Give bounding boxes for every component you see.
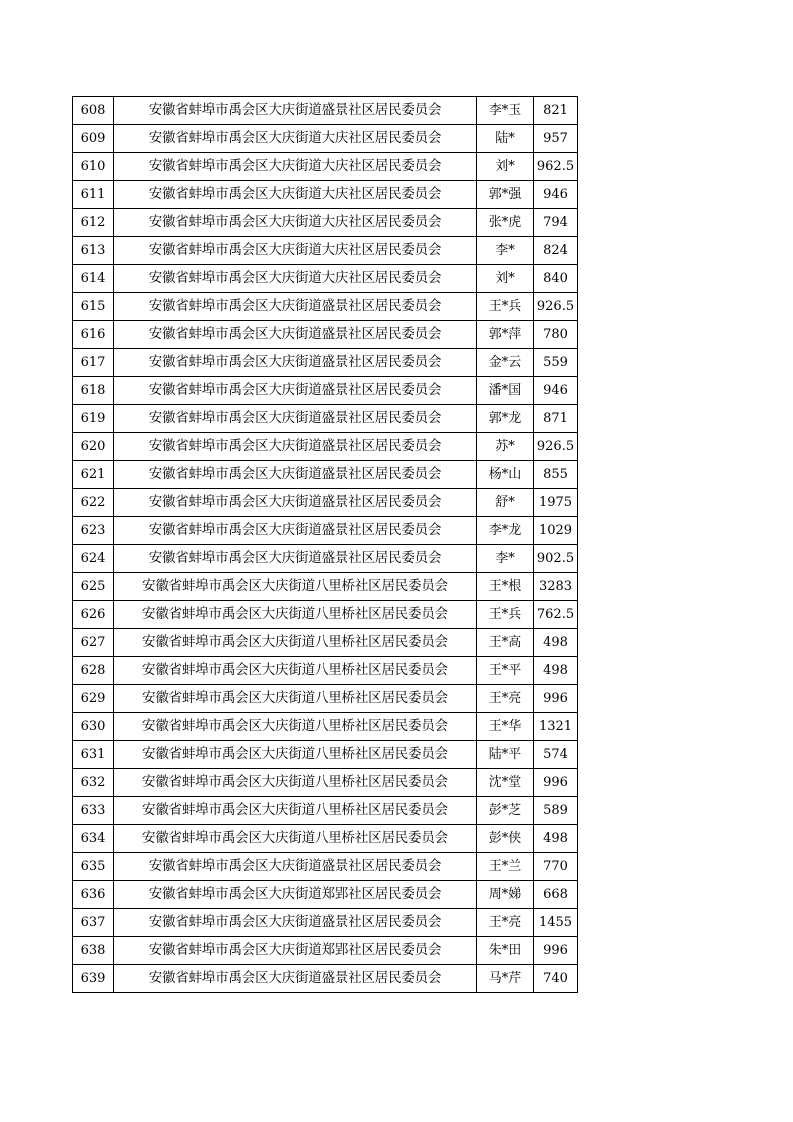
table-row: [73, 713, 578, 741]
amount-cell: 3283: [534, 573, 578, 601]
row-number-cell: 632: [73, 769, 114, 797]
row-number-cell: 634: [73, 825, 114, 853]
organization-cell: 安徽省蚌埠市禹会区大庆街道大庆社区居民委员会: [114, 209, 477, 237]
table-row: [73, 265, 578, 293]
amount-cell: 794: [534, 209, 578, 237]
amount-cell: 740: [534, 965, 578, 993]
organization-cell: 安徽省蚌埠市禹会区大庆街道盛景社区居民委员会: [114, 349, 477, 377]
organization-cell: 安徽省蚌埠市禹会区大庆街道大庆社区居民委员会: [114, 265, 477, 293]
table-row: [73, 741, 578, 769]
table-row: [73, 349, 578, 377]
table-row: [73, 237, 578, 265]
amount-cell: 957: [534, 125, 578, 153]
amount-cell: 996: [534, 937, 578, 965]
name-cell: 李*玉: [477, 97, 534, 125]
name-cell: 苏*: [477, 433, 534, 461]
organization-cell: 安徽省蚌埠市禹会区大庆街道八里桥社区居民委员会: [114, 629, 477, 657]
amount-cell: 855: [534, 461, 578, 489]
table-row: [73, 629, 578, 657]
amount-cell: 996: [534, 685, 578, 713]
amount-cell: 1029: [534, 517, 578, 545]
name-cell: 郭*萍: [477, 321, 534, 349]
amount-cell: 962.5: [534, 153, 578, 181]
amount-cell: 1321: [534, 713, 578, 741]
table-row: [73, 825, 578, 853]
amount-cell: 1455: [534, 909, 578, 937]
row-number-cell: 617: [73, 349, 114, 377]
amount-cell: 946: [534, 181, 578, 209]
organization-cell: 安徽省蚌埠市禹会区大庆街道八里桥社区居民委员会: [114, 573, 477, 601]
row-number-cell: 612: [73, 209, 114, 237]
organization-cell: 安徽省蚌埠市禹会区大庆街道盛景社区居民委员会: [114, 377, 477, 405]
name-cell: 郭*强: [477, 181, 534, 209]
amount-cell: 871: [534, 405, 578, 433]
row-number-cell: 639: [73, 965, 114, 993]
organization-cell: 安徽省蚌埠市禹会区大庆街道盛景社区居民委员会: [114, 293, 477, 321]
name-cell: 王*平: [477, 657, 534, 685]
amount-cell: 762.5: [534, 601, 578, 629]
organization-cell: 安徽省蚌埠市禹会区大庆街道八里桥社区居民委员会: [114, 685, 477, 713]
name-cell: 王*兰: [477, 853, 534, 881]
table-row: [73, 685, 578, 713]
row-number-cell: 636: [73, 881, 114, 909]
organization-cell: 安徽省蚌埠市禹会区大庆街道大庆社区居民委员会: [114, 237, 477, 265]
row-number-cell: 623: [73, 517, 114, 545]
row-number-cell: 611: [73, 181, 114, 209]
organization-cell: 安徽省蚌埠市禹会区大庆街道盛景社区居民委员会: [114, 461, 477, 489]
name-cell: 马*芹: [477, 965, 534, 993]
row-number-cell: 620: [73, 433, 114, 461]
amount-cell: 668: [534, 881, 578, 909]
table-row: [73, 965, 578, 993]
organization-cell: 安徽省蚌埠市禹会区大庆街道盛景社区居民委员会: [114, 965, 477, 993]
row-number-cell: 613: [73, 237, 114, 265]
table-row: [73, 937, 578, 965]
organization-cell: 安徽省蚌埠市禹会区大庆街道盛景社区居民委员会: [114, 489, 477, 517]
organization-cell: 安徽省蚌埠市禹会区大庆街道八里桥社区居民委员会: [114, 657, 477, 685]
table-row: [73, 153, 578, 181]
name-cell: 彭*芝: [477, 797, 534, 825]
table-row: [73, 461, 578, 489]
table-row: [73, 181, 578, 209]
table-row: [73, 517, 578, 545]
amount-cell: 574: [534, 741, 578, 769]
row-number-cell: 627: [73, 629, 114, 657]
records-table: [72, 96, 578, 993]
name-cell: 王*兵: [477, 293, 534, 321]
organization-cell: 安徽省蚌埠市禹会区大庆街道八里桥社区居民委员会: [114, 741, 477, 769]
organization-cell: 安徽省蚌埠市禹会区大庆街道盛景社区居民委员会: [114, 321, 477, 349]
organization-cell: 安徽省蚌埠市禹会区大庆街道盛景社区居民委员会: [114, 97, 477, 125]
row-number-cell: 629: [73, 685, 114, 713]
amount-cell: 926.5: [534, 293, 578, 321]
amount-cell: 559: [534, 349, 578, 377]
row-number-cell: 625: [73, 573, 114, 601]
row-number-cell: 637: [73, 909, 114, 937]
table-row: [73, 293, 578, 321]
organization-cell: 安徽省蚌埠市禹会区大庆街道盛景社区居民委员会: [114, 853, 477, 881]
organization-cell: 安徽省蚌埠市禹会区大庆街道八里桥社区居民委员会: [114, 797, 477, 825]
table-row: [73, 769, 578, 797]
row-number-cell: 633: [73, 797, 114, 825]
name-cell: 李*: [477, 237, 534, 265]
name-cell: 刘*: [477, 153, 534, 181]
records-table-body: [73, 97, 578, 993]
organization-cell: 安徽省蚌埠市禹会区大庆街道郑郢社区居民委员会: [114, 881, 477, 909]
name-cell: 王*高: [477, 629, 534, 657]
table-row: [73, 657, 578, 685]
organization-cell: 安徽省蚌埠市禹会区大庆街道八里桥社区居民委员会: [114, 769, 477, 797]
amount-cell: 926.5: [534, 433, 578, 461]
amount-cell: 840: [534, 265, 578, 293]
organization-cell: 安徽省蚌埠市禹会区大庆街道盛景社区居民委员会: [114, 517, 477, 545]
table-row: [73, 209, 578, 237]
name-cell: 金*云: [477, 349, 534, 377]
organization-cell: 安徽省蚌埠市禹会区大庆街道郑郢社区居民委员会: [114, 937, 477, 965]
amount-cell: 996: [534, 769, 578, 797]
name-cell: 舒*: [477, 489, 534, 517]
table-row: [73, 125, 578, 153]
table-row: [73, 545, 578, 573]
row-number-cell: 631: [73, 741, 114, 769]
organization-cell: 安徽省蚌埠市禹会区大庆街道八里桥社区居民委员会: [114, 713, 477, 741]
row-number-cell: 609: [73, 125, 114, 153]
name-cell: 王*兵: [477, 601, 534, 629]
table-row: [73, 321, 578, 349]
name-cell: 彭*侠: [477, 825, 534, 853]
amount-cell: 498: [534, 629, 578, 657]
organization-cell: 安徽省蚌埠市禹会区大庆街道盛景社区居民委员会: [114, 909, 477, 937]
table-row: [73, 573, 578, 601]
organization-cell: 安徽省蚌埠市禹会区大庆街道大庆社区居民委员会: [114, 125, 477, 153]
table-row: [73, 881, 578, 909]
name-cell: 潘*国: [477, 377, 534, 405]
amount-cell: 589: [534, 797, 578, 825]
organization-cell: 安徽省蚌埠市禹会区大庆街道盛景社区居民委员会: [114, 433, 477, 461]
row-number-cell: 619: [73, 405, 114, 433]
organization-cell: 安徽省蚌埠市禹会区大庆街道八里桥社区居民委员会: [114, 825, 477, 853]
name-cell: 沈*堂: [477, 769, 534, 797]
row-number-cell: 626: [73, 601, 114, 629]
name-cell: 李*龙: [477, 517, 534, 545]
name-cell: 王*华: [477, 713, 534, 741]
amount-cell: 1975: [534, 489, 578, 517]
table-row: [73, 433, 578, 461]
amount-cell: 902.5: [534, 545, 578, 573]
row-number-cell: 621: [73, 461, 114, 489]
amount-cell: 821: [534, 97, 578, 125]
name-cell: 陆*: [477, 125, 534, 153]
name-cell: 张*虎: [477, 209, 534, 237]
organization-cell: 安徽省蚌埠市禹会区大庆街道大庆社区居民委员会: [114, 181, 477, 209]
organization-cell: 安徽省蚌埠市禹会区大庆街道大庆社区居民委员会: [114, 153, 477, 181]
row-number-cell: 630: [73, 713, 114, 741]
organization-cell: 安徽省蚌埠市禹会区大庆街道盛景社区居民委员会: [114, 405, 477, 433]
name-cell: 周*娣: [477, 881, 534, 909]
amount-cell: 498: [534, 657, 578, 685]
row-number-cell: 616: [73, 321, 114, 349]
amount-cell: 770: [534, 853, 578, 881]
name-cell: 王*亮: [477, 685, 534, 713]
row-number-cell: 608: [73, 97, 114, 125]
table-row: [73, 853, 578, 881]
row-number-cell: 610: [73, 153, 114, 181]
table-row: [73, 377, 578, 405]
table-row: [73, 909, 578, 937]
name-cell: 刘*: [477, 265, 534, 293]
row-number-cell: 622: [73, 489, 114, 517]
row-number-cell: 618: [73, 377, 114, 405]
table-row: [73, 601, 578, 629]
amount-cell: 824: [534, 237, 578, 265]
row-number-cell: 614: [73, 265, 114, 293]
amount-cell: 946: [534, 377, 578, 405]
row-number-cell: 628: [73, 657, 114, 685]
table-row: [73, 405, 578, 433]
amount-cell: 498: [534, 825, 578, 853]
table-row: [73, 489, 578, 517]
row-number-cell: 615: [73, 293, 114, 321]
organization-cell: 安徽省蚌埠市禹会区大庆街道盛景社区居民委员会: [114, 545, 477, 573]
row-number-cell: 635: [73, 853, 114, 881]
amount-cell: 780: [534, 321, 578, 349]
row-number-cell: 624: [73, 545, 114, 573]
table-row: [73, 797, 578, 825]
name-cell: 郭*龙: [477, 405, 534, 433]
table-row: [73, 97, 578, 125]
organization-cell: 安徽省蚌埠市禹会区大庆街道八里桥社区居民委员会: [114, 601, 477, 629]
name-cell: 杨*山: [477, 461, 534, 489]
name-cell: 李*: [477, 545, 534, 573]
name-cell: 陆*平: [477, 741, 534, 769]
name-cell: 王*根: [477, 573, 534, 601]
row-number-cell: 638: [73, 937, 114, 965]
name-cell: 王*亮: [477, 909, 534, 937]
name-cell: 朱*田: [477, 937, 534, 965]
